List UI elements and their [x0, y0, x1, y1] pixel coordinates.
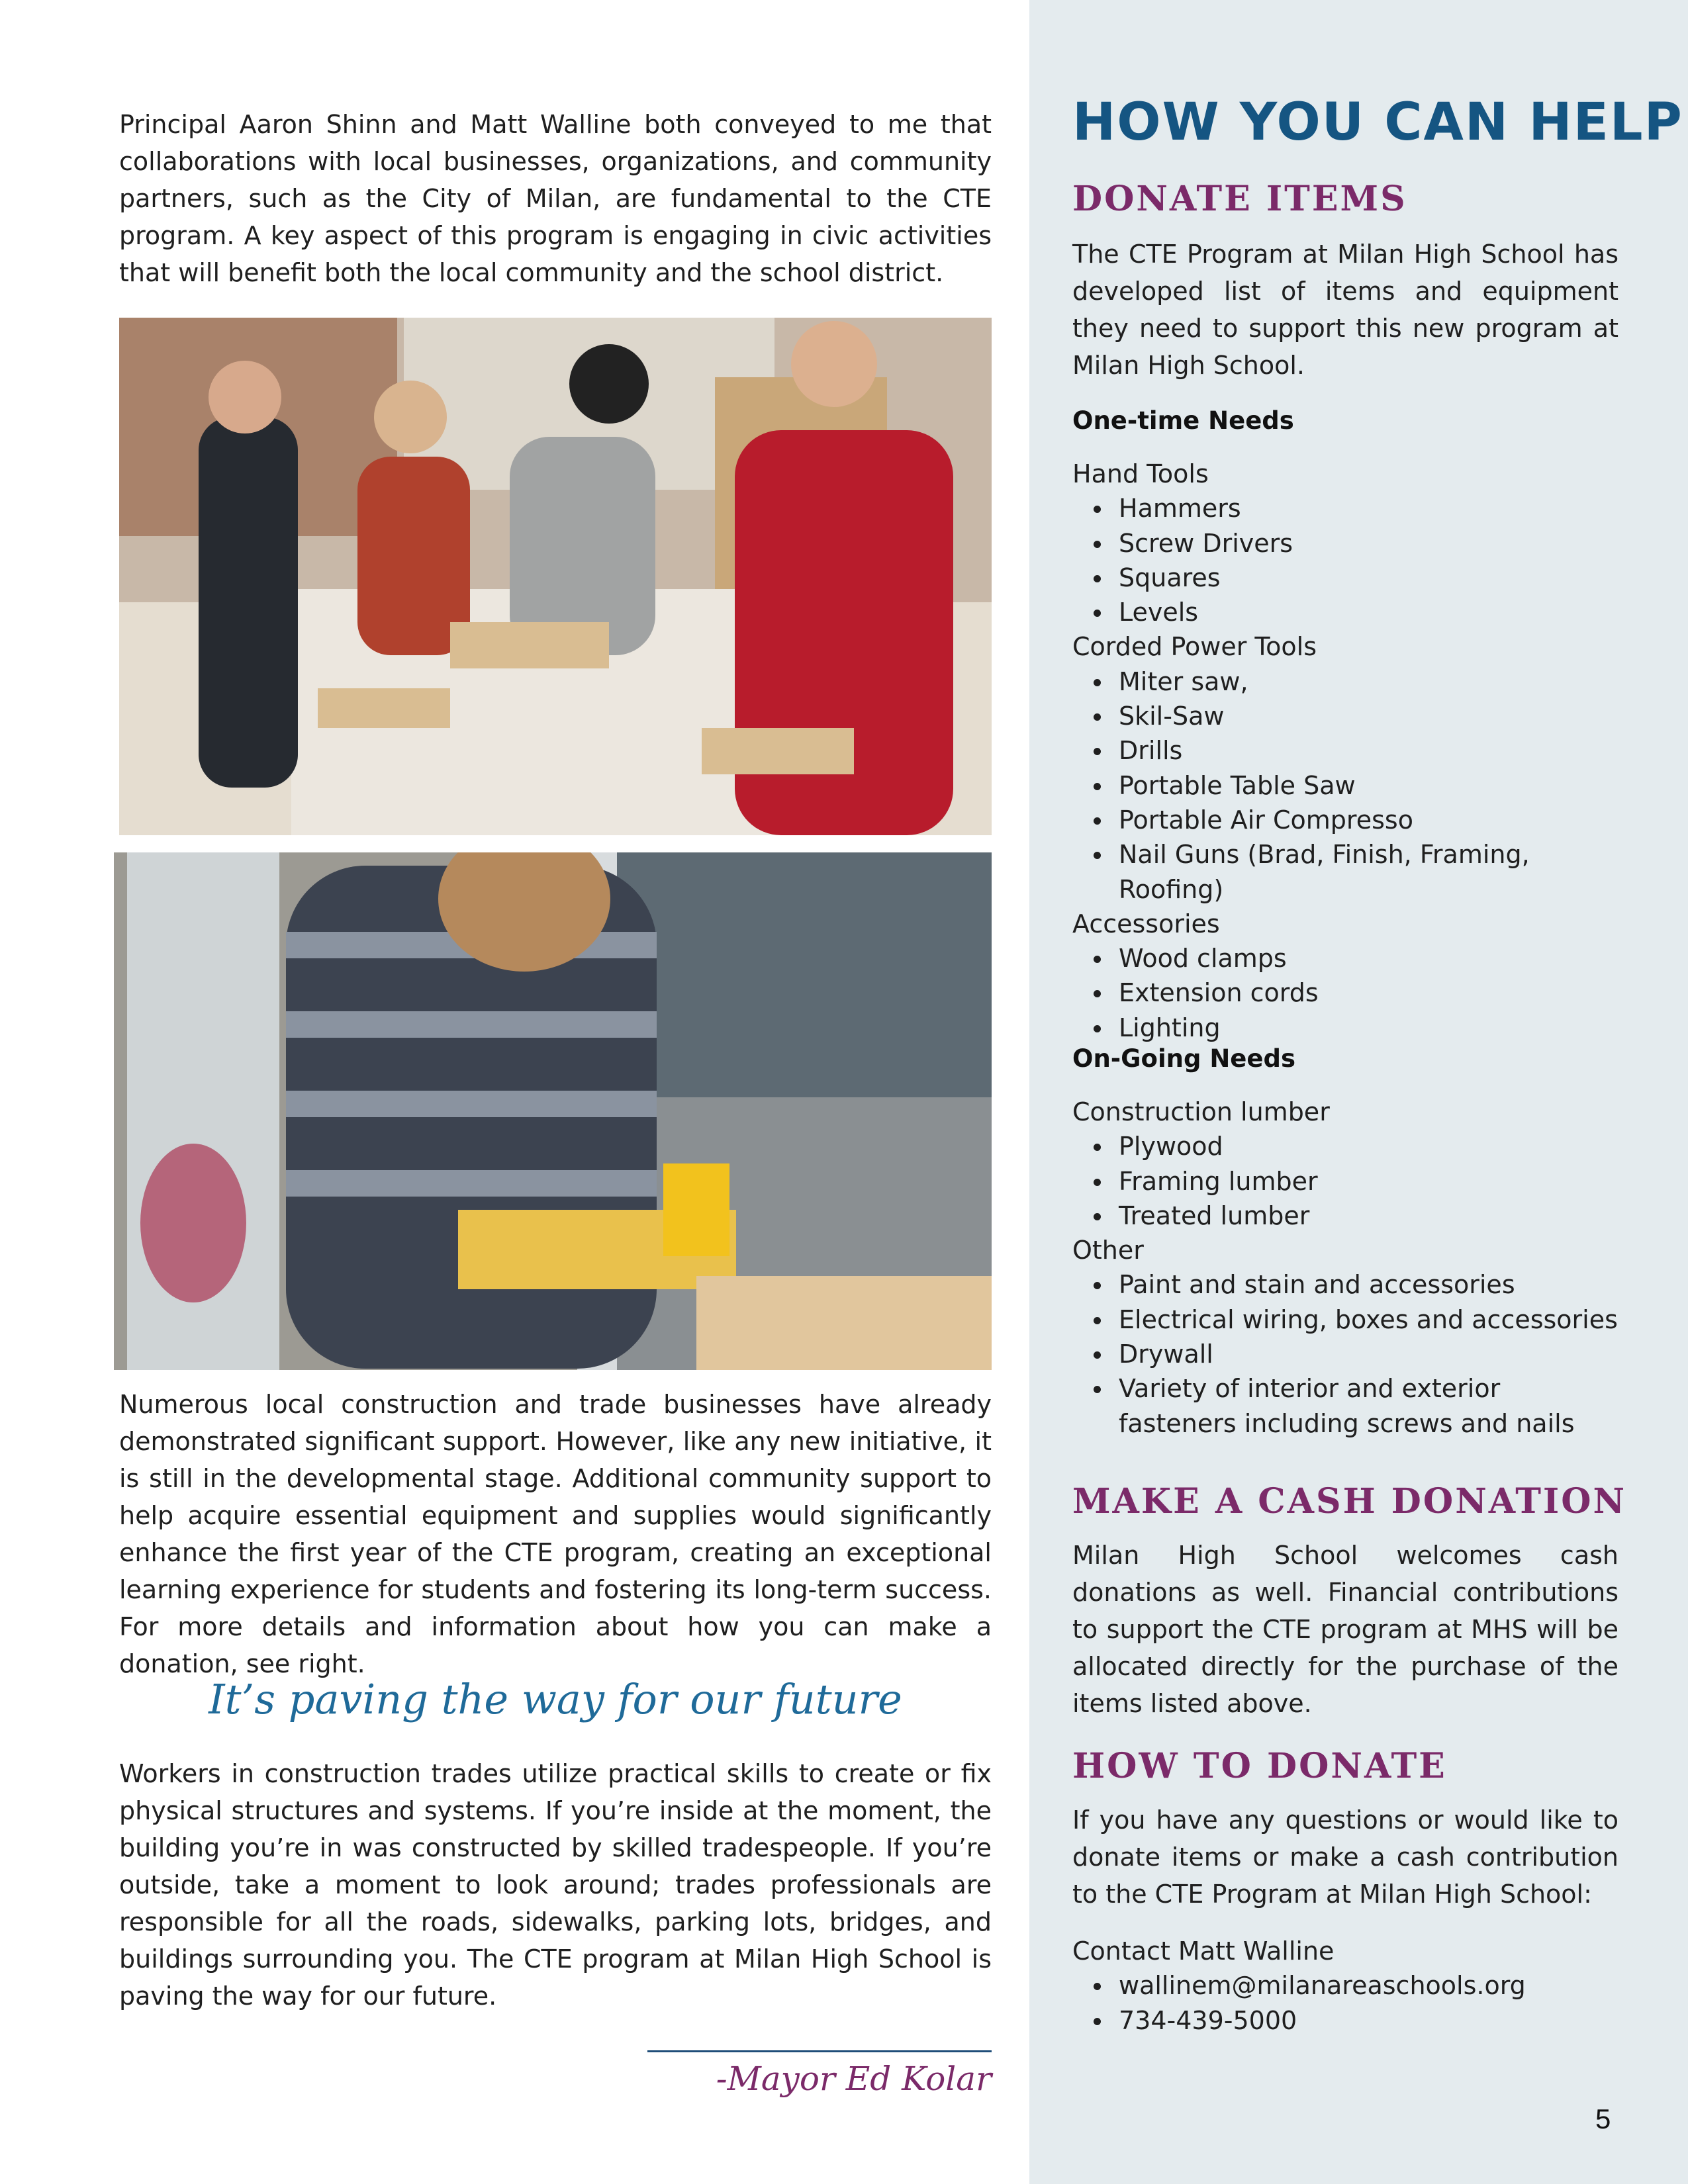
list-item: Lighting	[1072, 1011, 1618, 1045]
sidebar-heading: HOW YOU CAN HELP	[1072, 93, 1683, 152]
list-item: Plywood	[1072, 1129, 1618, 1163]
list-item: Variety of interior and exterior fasteners including screws and nails	[1072, 1371, 1618, 1441]
contact-label: Contact Matt Walline	[1072, 1936, 1335, 1966]
photo-student-nail-gun	[114, 852, 992, 1370]
donate-items-text: The CTE Program at Milan High School has developed list of items and equipment they need to support this new program at Milan High School.	[1072, 240, 1618, 380]
how-to-donate-text: If you have any questions or would like to donate items or make a cash contribution to the CTE Program at Milan High School:	[1072, 1805, 1618, 1909]
list-item: Hammers	[1072, 491, 1618, 525]
list-item: Miter saw,	[1072, 664, 1618, 699]
list-item: Drills	[1072, 733, 1618, 768]
support-paragraph: Numerous local construction and trade businesses have already demonstrated significant support. However, like any new initiative, it is still in the developmental stage. Additional community support to help acquire essential equipment and supplies would significantly enhance the first year of the CTE program, creating an exceptional learning experience for students and fostering its long-term success. For more details and information about how you can make a donation, see right.	[119, 1390, 992, 1678]
list-item: Squares	[1072, 561, 1618, 595]
list-item: Drywall	[1072, 1337, 1618, 1371]
one-time-needs-list	[1072, 457, 1618, 1045]
signature-divider	[647, 2050, 992, 2052]
cash-donation-text: Milan High School welcomes cash donations as well. Financial contributions to support the CTE program at MHS will be allocated directly for the purchase of the items listed above.	[1072, 1541, 1618, 1718]
list-category: Other	[1072, 1236, 1144, 1265]
list-category: Corded Power Tools	[1072, 632, 1317, 662]
contact-phone[interactable]: 734-439-5000	[1072, 2003, 1618, 2038]
how-to-donate-heading: HOW TO DONATE	[1072, 1746, 1447, 1786]
contact-block	[1072, 1934, 1618, 2038]
list-item: Electrical wiring, boxes and accessories	[1072, 1302, 1618, 1337]
ongoing-needs-list	[1072, 1095, 1618, 1441]
list-item: Portable Air Compresso	[1072, 803, 1618, 837]
list-item: Skil-Saw	[1072, 699, 1618, 733]
cash-donation-heading: MAKE A CASH DONATION	[1072, 1481, 1627, 1522]
list-item: Paint and stain and accessories	[1072, 1267, 1618, 1302]
contact-email[interactable]: wallinem@milanareaschools.org	[1072, 1968, 1618, 2003]
list-item: Wood clamps	[1072, 941, 1618, 976]
page-number: 5	[1595, 2103, 1611, 2134]
closing-paragraph: Workers in construction trades utilize practical skills to create or fix physical structures and systems. If you’re inside at the moment, the building you’re in was constructed by skilled tradespeople. If you’re outside, take a moment to look around; trades professionals are responsible for all the roads, sidewalks, parking lots, bridges, and buildings surrounding you. The CTE program at Milan High School is paving the way for our future.	[119, 1759, 992, 2011]
intro-paragraph: Principal Aaron Shinn and Matt Walline both conveyed to me that collaborations with local businesses, organizations, and community partners, such as the City of Milan, are fundamental to the CTE program. A key aspect of this program is engaging in civic activities that will benefit both the local community and the school district.	[119, 110, 992, 287]
list-item: Treated lumber	[1072, 1199, 1618, 1233]
one-time-needs-title: One-time Needs	[1072, 406, 1294, 435]
signature: -Mayor Ed Kolar	[716, 2060, 992, 2098]
pull-quote: It’s paving the way for our future	[209, 1675, 902, 1723]
list-item: Extension cords	[1072, 976, 1618, 1010]
donate-items-heading: DONATE ITEMS	[1072, 179, 1407, 219]
list-item: Nail Guns (Brad, Finish, Framing, Roofing)	[1072, 837, 1618, 907]
list-item: Screw Drivers	[1072, 526, 1618, 561]
ongoing-needs-title: On-Going Needs	[1072, 1044, 1295, 1073]
list-category: Construction lumber	[1072, 1097, 1330, 1126]
list-item: Levels	[1072, 595, 1618, 629]
list-category: Hand Tools	[1072, 459, 1209, 488]
list-item: Portable Table Saw	[1072, 768, 1618, 803]
list-item: Framing lumber	[1072, 1164, 1618, 1199]
photo-students-hammering	[119, 318, 992, 835]
list-category: Accessories	[1072, 909, 1220, 938]
